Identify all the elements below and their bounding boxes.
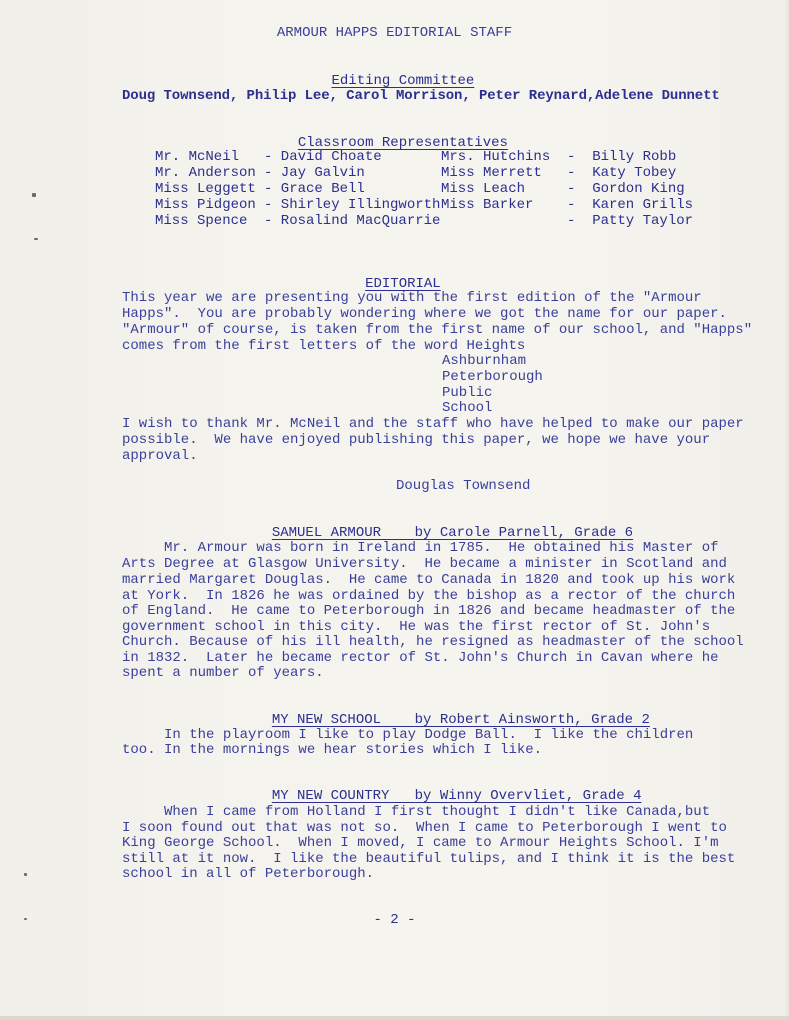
article-line: school in all of Peterborough. xyxy=(122,866,375,882)
acronym-word: Ashburnham xyxy=(442,353,527,369)
page-number: - 2 - xyxy=(373,912,416,928)
article-line: In the playroom I like to play Dodge Ball. I like the children xyxy=(122,727,694,743)
editorial-line: comes from the first letters of the word Heights xyxy=(122,338,526,354)
editorial-line: possible. We have enjoyed publishing this paper, we hope we have your xyxy=(122,432,711,448)
acronym-word: Peterborough xyxy=(442,369,543,385)
article-heading xyxy=(255,772,642,804)
article-line: Church. Because of his ill health, he resigned as headmaster of the school xyxy=(122,634,744,650)
editorial-heading-text: EDITORIAL xyxy=(365,276,441,292)
teacher-name: Miss Barker xyxy=(441,197,534,213)
editorial-heading xyxy=(0,260,789,292)
article-byline: by Robert Ainsworth, Grade 2 xyxy=(414,712,650,728)
editorial-signature: Douglas Townsend xyxy=(396,478,531,494)
page-edge-bottom xyxy=(0,1016,789,1020)
rep-name: - David Choate xyxy=(264,149,382,165)
editing-committee-heading-text: Editing Committee xyxy=(331,73,475,89)
editing-committee-heading xyxy=(0,57,789,89)
teacher-name: Mrs. Hutchins xyxy=(441,149,551,165)
acronym-word: Public xyxy=(442,385,493,401)
article-heading xyxy=(255,509,634,541)
article-heading-gap xyxy=(381,525,415,541)
teacher-name: Miss Merrett xyxy=(441,165,542,181)
document-title: ARMOUR HAPPS EDITORIAL STAFF xyxy=(276,25,513,41)
article-line: Arts Degree at Glasgow University. He became a minister in Scotland and xyxy=(122,556,727,572)
article-line: too. In the mornings we hear stories which I like. xyxy=(122,742,543,758)
editing-committee-members: Doug Townsend, Philip Lee, Carol Morrison, Peter Reynard,Adelene Dunnett xyxy=(122,88,720,104)
article-byline: by Winny Overvliet, Grade 4 xyxy=(414,788,642,804)
article-title: MY NEW COUNTRY xyxy=(271,788,390,804)
rep-name: - Rosalind MacQuarrie xyxy=(264,213,441,229)
rep-name: - Billy Robb xyxy=(567,149,677,165)
article-line: at York. In 1826 he was ordained by the bishop as a rector of the church xyxy=(122,588,736,604)
teacher-name: Mr. Anderson xyxy=(155,165,256,181)
rep-name: - Karen Grills xyxy=(567,197,694,213)
article-heading xyxy=(255,696,650,728)
article-line: Mr. Armour was born in Ireland in 1785. He obtained his Master of xyxy=(122,540,719,556)
article-line: of England. He came to Peterborough in 1826 and became headmaster of the xyxy=(122,603,736,619)
article-heading-gap xyxy=(389,788,414,804)
editorial-line: "Armour" of course, is taken from the first name of our school, and "Happs" xyxy=(122,322,753,338)
rep-name: - Patty Taylor xyxy=(567,213,694,229)
article-line: King George School. When I moved, I came to Armour Heights School. I'm xyxy=(122,835,719,851)
article-line: I soon found out that was not so. When I came to Peterborough I went to xyxy=(122,820,727,836)
teacher-name: Miss Leach xyxy=(441,181,526,197)
teacher-name: Miss Spence xyxy=(155,213,248,229)
article-title: MY NEW SCHOOL xyxy=(271,712,382,728)
article-heading-gap xyxy=(381,712,415,728)
punch-mark xyxy=(32,193,36,197)
article-title: SAMUEL ARMOUR xyxy=(271,525,382,541)
classroom-reps-heading-text: Classroom Representatives xyxy=(297,135,508,151)
editorial-line: Happs". You are probably wondering where we got the name for our paper. xyxy=(122,306,727,322)
acronym-word: School xyxy=(442,400,493,416)
article-line: When I came from Holland I first thought I didn't like Canada,but xyxy=(122,804,711,820)
rep-name: - Shirley Illingworth xyxy=(264,197,441,213)
teacher-name: Mr. McNeil xyxy=(155,149,240,165)
editorial-line: approval. xyxy=(122,448,198,464)
editorial-line: This year we are presenting you with the first edition of the "Armour xyxy=(122,290,702,306)
article-line: married Margaret Douglas. He came to Canada in 1820 and took up his work xyxy=(122,572,736,588)
article-byline: by Carole Parnell, Grade 6 xyxy=(414,525,634,541)
editorial-line: I wish to thank Mr. McNeil and the staff who have helped to make our paper xyxy=(122,416,744,432)
rep-name: - Katy Tobey xyxy=(567,165,677,181)
article-line: government school in this city. He was the first rector of St. John's xyxy=(122,619,711,635)
article-line: in 1832. Later he became rector of St. John's Church in Cavan where he xyxy=(122,650,719,666)
article-line: spent a number of years. xyxy=(122,665,324,681)
rep-name: - Gordon King xyxy=(567,181,685,197)
article-line: still at it now. I like the beautiful tulips, and I think it is the best xyxy=(122,851,736,867)
teacher-name: Miss Pidgeon xyxy=(155,197,256,213)
rep-name: - Grace Bell xyxy=(264,181,365,197)
punch-mark xyxy=(24,873,27,876)
punch-mark xyxy=(34,238,38,240)
teacher-name: Miss Leggett xyxy=(155,181,256,197)
classroom-reps-heading xyxy=(0,119,789,151)
rep-name: - Jay Galvin xyxy=(264,165,365,181)
